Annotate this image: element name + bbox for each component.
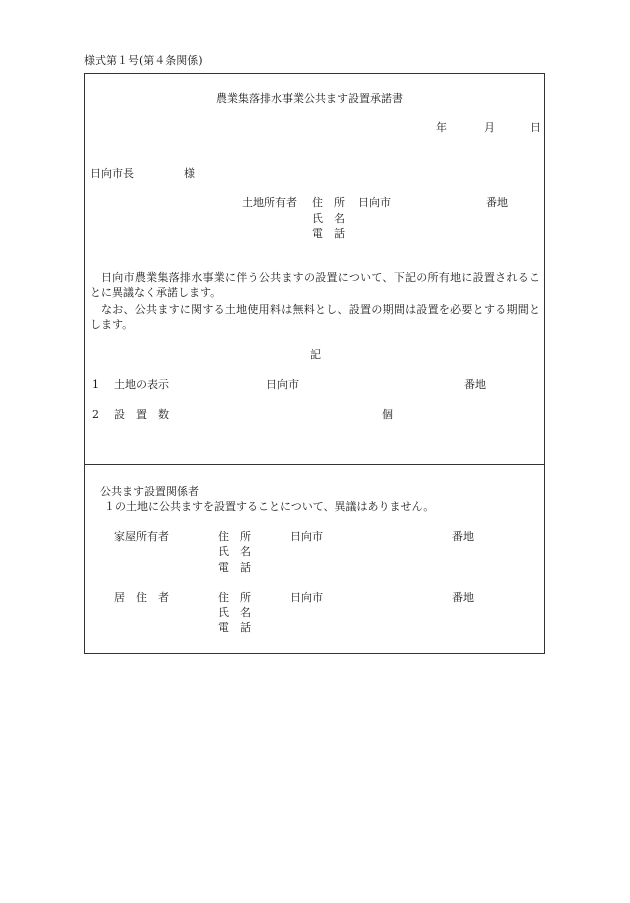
party-1-name-label: 氏 名 [218, 545, 251, 558]
party-1-role: 家屋所有者 [114, 530, 169, 543]
related-statement: １の土地に公共ますを設置することについて、異議はありません。 [104, 500, 435, 513]
party-1-address-label: 住 所 [218, 530, 251, 543]
addressee-name: 日向市長 [90, 167, 134, 180]
party-2-lot-label: 番地 [452, 591, 474, 604]
owner-address-label: 住 所 [312, 196, 345, 209]
body-paragraph-2: なお、公共ますに関する土地使用料は無料とし、設置の期間は設置を必要とする期間とします。 [90, 303, 540, 331]
item-2-label: 設 置 数 [114, 408, 169, 421]
item-1-value: 日向市 [266, 378, 299, 391]
party-1-city: 日向市 [290, 530, 323, 543]
item-1-label: 土地の表示 [114, 378, 169, 391]
ki-heading: 記 [310, 348, 321, 361]
owner-city: 日向市 [358, 196, 391, 209]
date-year: 年 [436, 121, 447, 134]
item-2-suffix: 個 [382, 408, 393, 421]
date-day: 日 [530, 121, 541, 134]
item-1-number: 1 [92, 378, 99, 391]
item-1-suffix: 番地 [464, 378, 486, 391]
item-2-number: 2 [92, 408, 99, 421]
party-2-name-label: 氏 名 [218, 606, 251, 619]
party-1-phone-label: 電 話 [218, 561, 251, 574]
owner-lot-label: 番地 [486, 196, 508, 209]
form-number: 様式第１号(第４条関係) [84, 54, 203, 67]
addressee-honorific: 様 [184, 167, 195, 180]
party-1-lot-label: 番地 [452, 530, 474, 543]
date-month: 月 [484, 121, 495, 134]
owner-label: 土地所有者 [242, 196, 297, 209]
body-paragraph-1: 日向市農業集落排水事業に伴う公共ますの設置について、下記の所有地に設置されることに異議なく承諾します。 [90, 271, 540, 299]
owner-phone-label: 電 話 [312, 227, 345, 240]
party-2-phone-label: 電 話 [218, 621, 251, 634]
party-2-role: 居 住 者 [114, 591, 169, 604]
party-2-address-label: 住 所 [218, 591, 251, 604]
party-2-city: 日向市 [290, 591, 323, 604]
form-title: 農業集落排水事業公共ます設置承諾書 [216, 92, 403, 105]
consent-form-frame [84, 73, 545, 465]
owner-name-label: 氏 名 [312, 212, 345, 225]
related-heading: 公共ます設置関係者 [100, 485, 199, 498]
